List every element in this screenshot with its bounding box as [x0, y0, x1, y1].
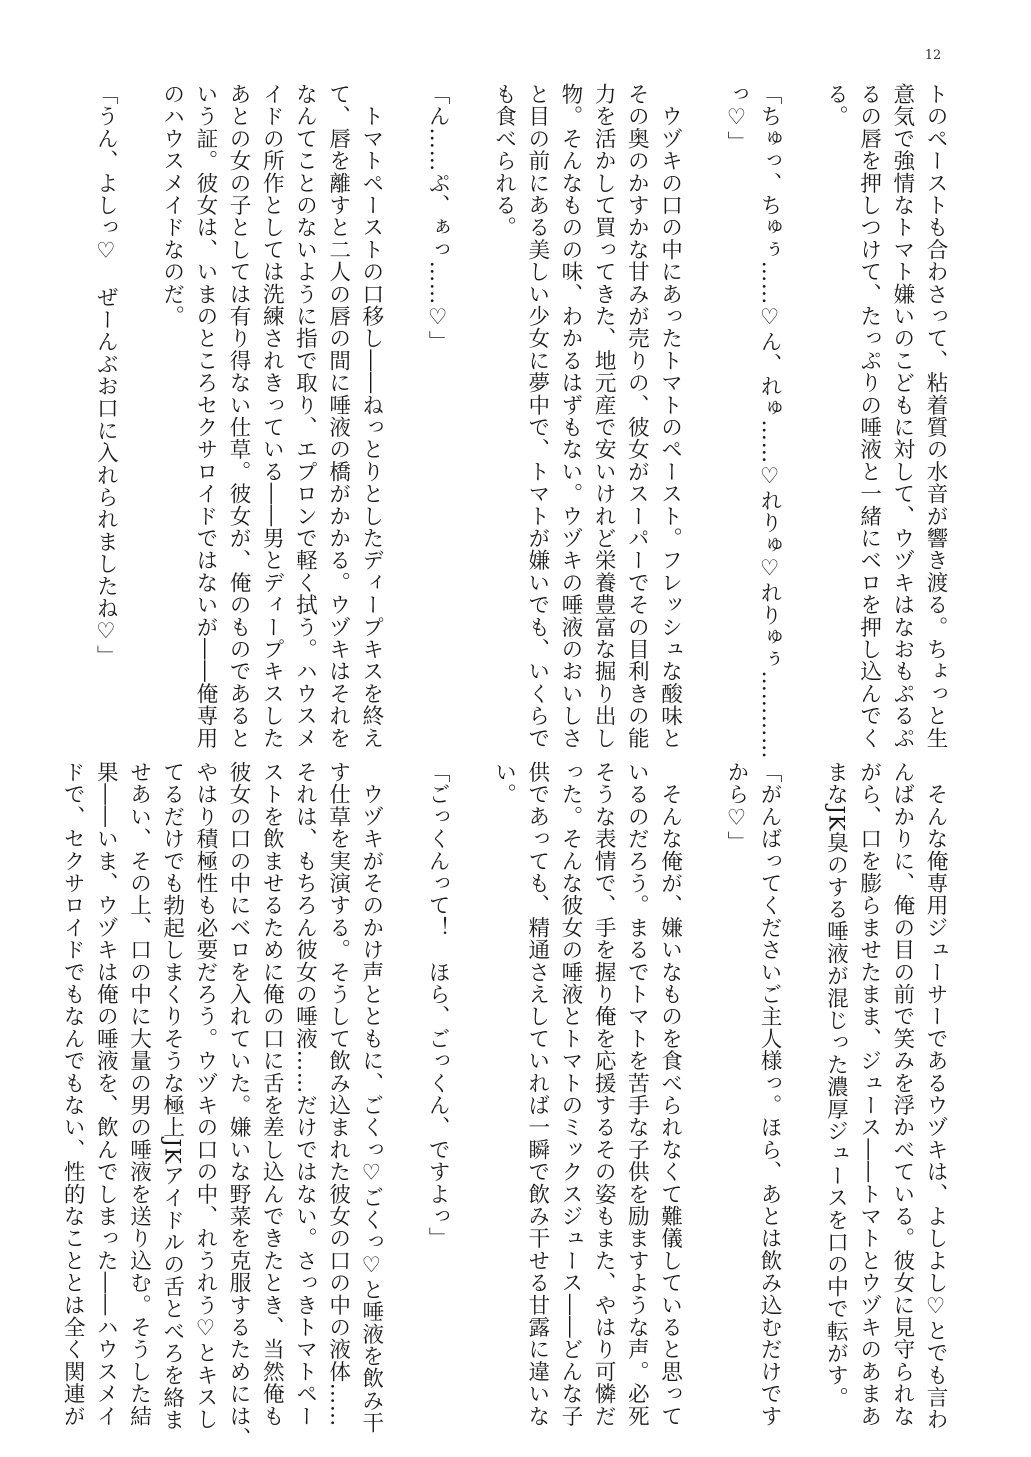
text-column: 「ちゅっ、ちゅぅ……♡ん、れゅ……♡れりゅ♡れりゅぅ…………	[757, 83, 783, 760]
lower-text-block	[56, 761, 952, 1450]
text-column: ウヅキがそのかけ声とともに、ごくっ♡ごくっ♡と唾液を飲み干	[358, 761, 384, 1434]
text-column: あとの女の子としては有り得ない仕草。彼女が、俺のものであると	[226, 83, 252, 749]
text-column: ドで、セクサロイドでもなんでもない、性的なこととは全く関連が	[60, 761, 86, 1427]
text-column: やはり積極性も必要だろう。ウヅキの口の中、れうれう♡とキスし	[192, 761, 218, 1431]
text-column: それは、もちろん彼女の唾液……だけではない。さっきトマトペー	[292, 761, 318, 1427]
text-column: と目の前にある美しい少女に夢中で、トマトが嫌いでも、いくらで	[524, 83, 550, 749]
text-column: も食べられる。	[491, 83, 517, 239]
text-column: のハウスメイドなのだ。	[159, 83, 185, 328]
text-column: っ♡」	[723, 83, 749, 153]
text-column: トマトペーストの口移し――ねっとりとしたディープキスを終え	[358, 83, 384, 749]
upper-text-block	[89, 83, 952, 760]
text-column: その奥のかすかな甘みが売りの、彼女がスーパーでその目利きの能	[624, 83, 650, 749]
text-column: せあい、その上、口の中に大量の男の唾液を送り込む。そうした結	[126, 761, 152, 1427]
text-column: い。	[491, 761, 517, 806]
text-column: ストを飲ませるために俺の口に舌を差し込んできたとき、当然俺も	[259, 761, 285, 1427]
text-column: 力を活かして買ってきた、地元産で安いけれど栄養豊富な掘り出し	[591, 83, 617, 749]
text-column: 物。そんなものの味、わかるはずもない。ウヅキの唾液のおいしさ	[557, 83, 583, 749]
text-column: ウヅキの口の中にあったトマトのペースト。フレッシュな酸味と	[657, 83, 683, 749]
text-column: 果――いま、ウヅキは俺の唾液を、飲んでしまった――ハウスメイ	[93, 761, 119, 1427]
text-column: イドの所作としては洗練されきっている――男とディープキスした	[259, 83, 285, 749]
text-column: る。	[823, 83, 849, 128]
text-column: なんてことのないように指で取り、エプロンで軽く拭う。ハウスメ	[292, 83, 318, 749]
text-column: 「がんばってくださいご主人様っ。ほら、あとは飲み込むだけです	[757, 761, 783, 1427]
text-column: てるだけでも勃起しまくりそうな極上JKアイドルの舌とべろを絡ま	[159, 761, 185, 1431]
text-column: んばかりに、俺の目の前で笑みを浮かべている。彼女に見守られな	[889, 761, 915, 1427]
text-column: て、唇を離すと二人の唇の間に唾液の橋がかかる。ウヅキはそれを	[325, 83, 351, 749]
text-column: まなJK臭のする唾液が混じった濃厚ジュースを口の中で転がす。	[823, 761, 849, 1409]
text-column: いるのだろう。まるでトマトを苦手な子供を励ますような声。必死	[624, 761, 650, 1427]
page-number: 12	[924, 48, 942, 63]
text-column: いう証。彼女は、いまのところセクサロイドではないが――俺専用	[192, 83, 218, 749]
text-column: 意気で強情なトマト嫌いのこどもに対して、ウヅキはなおもぷるぷ	[889, 83, 915, 749]
text-column: そんな俺が、嫌いなものを食べられなくて難儀していると思って	[657, 761, 683, 1427]
text-column: 「ん……ぷ、ぁっ……♡」	[425, 83, 451, 353]
text-column: った。そんな彼女の唾液とトマトのミックスジュース――どんな子	[557, 761, 583, 1427]
text-column: 彼女の口の中にベロを入れていた。嫌いな野菜を克服するためには、	[226, 761, 252, 1450]
text-column: がら、口を膨らませたまま、ジュース――トマトとウヅキのあまあ	[856, 761, 882, 1427]
text-column: そうな表情で、手を握り俺を応援するその姿もまた、やはり可憐だ	[591, 761, 617, 1427]
text-column: 供であっても、精通さえしていれば一瞬で飲み干せる甘露に違いな	[524, 761, 550, 1427]
text-column: そんな俺専用ジューサーであるウヅキは、よしよし♡とでも言わ	[923, 761, 948, 1431]
text-column: 「ごっくんって！ ほら、ごっくん、ですよっ」	[425, 761, 451, 1250]
text-column: るの唇を押しつけて、たっぷりの唾液と一緒にベロを押し込んでく	[856, 83, 882, 749]
text-column: す仕草を実演する。そうして飲み込まれた彼女の口の中の液体……	[325, 761, 351, 1427]
text-column: 「うん、よしっ♡ ぜーんぶお口に入れられましたね♡」	[93, 83, 119, 667]
text-column: から♡」	[723, 761, 749, 854]
text-column: トのペーストも合わさって、粘着質の水音が響き渡る。ちょっと生	[923, 83, 948, 749]
